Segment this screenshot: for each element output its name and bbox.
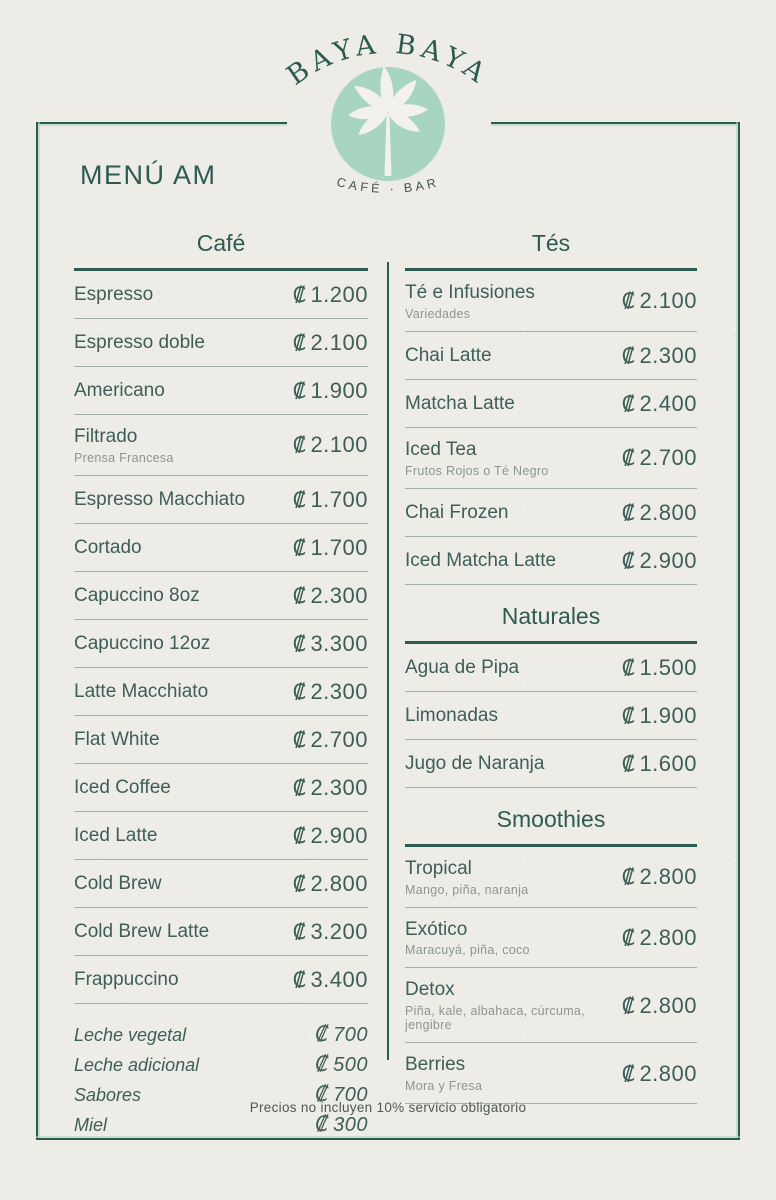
currency-symbol: ₡ [292,331,307,355]
menu-section [405,806,697,1104]
item-info [405,502,509,524]
item-price [293,631,368,657]
item-info [405,858,528,897]
item-name: Berries [405,1054,466,1076]
item-price [622,343,697,369]
item-price [293,871,368,897]
currency-symbol: ₡ [621,865,636,890]
item-price [622,500,697,526]
item-name: Cortado [74,536,142,558]
extra-item-row [74,1020,368,1050]
price-amount: 1.700 [310,486,368,512]
item-info [405,550,556,572]
price-amount: 700 [333,1024,368,1047]
item-name: Cold Brew [74,872,162,894]
price-amount: 2.800 [639,1060,697,1086]
menu-item-row [74,620,368,668]
item-info [405,753,544,775]
item-description: Frutos Rojos o Té Negro [405,463,549,478]
item-name: Frappuccino [74,968,179,990]
section-title: Tés [531,230,571,256]
item-price [293,679,368,705]
currency-symbol: ₡ [292,283,307,307]
currency-symbol: ₡ [621,751,636,776]
item-name: Iced Latte [74,824,158,846]
item-name: Iced Matcha Latte [405,549,557,571]
menu-item-row [74,860,368,908]
brand-subtitle-arc: CAFÉ · BAR [335,175,441,196]
menu-item-row [74,956,368,1004]
menu-item-row [74,415,368,476]
item-info [74,426,174,465]
currency-symbol: ₡ [292,535,307,560]
price-amount: 2.300 [310,678,368,704]
price-amount: 2.400 [639,390,697,416]
menu-item-row [74,476,368,524]
menu-column-left [74,230,368,1140]
price-amount: 2.800 [639,864,697,890]
item-price [293,919,368,945]
price-amount: 300 [333,1114,368,1137]
menu-section [74,230,368,1140]
price-amount: 2.900 [310,822,368,848]
currency-symbol: ₡ [292,823,307,848]
item-price [622,445,697,471]
item-info [405,393,515,415]
menu-item-row [405,428,697,489]
menu-section [405,603,697,788]
item-info [405,919,530,958]
item-info [74,284,153,306]
item-info [405,1054,482,1093]
item-price [622,925,697,951]
extra-item-row [74,1050,368,1080]
section-title: Naturales [501,602,601,629]
column-divider [387,262,389,1060]
price-amount: 2.100 [310,330,368,355]
price-amount: 3.200 [310,918,368,944]
price-amount: 500 [333,1054,368,1077]
item-price [293,727,368,753]
item-info [74,537,142,559]
item-price [293,775,368,801]
menu-item-row [74,716,368,764]
currency-symbol: ₡ [621,703,636,728]
item-name: Iced Coffee [74,776,171,798]
price-amount: 1.700 [310,534,368,560]
page-title: MENÚ AM [80,160,217,190]
item-info [405,345,492,367]
item-info [405,657,519,679]
item-info [74,380,165,402]
item-name: Exótico [405,918,468,940]
item-description: Maracuyá, piña, coco [405,943,530,958]
item-name: Filtrado [74,426,138,447]
item-description: Mango, piña, naranja [405,882,529,897]
item-price [315,1112,368,1137]
price-amount: 1.600 [639,750,697,776]
item-price [622,1061,697,1087]
extras-list [74,1020,368,1140]
item-name: Americano [74,380,165,402]
item-name: Matcha Latte [405,392,515,414]
menu-item-row [74,908,368,956]
item-name: Leche vegetal [74,1024,187,1045]
item-info [74,729,160,751]
price-amount: 2.900 [639,547,697,573]
item-name: Leche adicional [74,1054,200,1075]
item-name: Latte Macchiato [74,680,209,702]
currency-symbol: ₡ [621,391,636,416]
item-price [315,1052,368,1077]
currency-symbol: ₡ [292,679,307,704]
currency-symbol: ₡ [621,446,636,471]
item-name: Chai Latte [405,344,492,366]
item-info [74,1115,107,1136]
menu-item-row [74,367,368,415]
item-name: Capuccino 8oz [74,584,200,606]
currency-symbol: ₡ [292,871,307,896]
item-description: Piña, kale, albahaca, cúrcuma, jengibre [405,1004,585,1033]
menu-item-row [405,332,697,380]
menu-item-row [74,524,368,572]
item-info [405,705,498,727]
item-info [405,979,622,1032]
currency-symbol: ₡ [315,1082,330,1107]
price-amount: 1.900 [639,702,697,728]
price-amount: 3.400 [310,966,368,992]
currency-symbol: ₡ [292,775,307,800]
section-title: Smoothies [496,805,606,832]
currency-symbol: ₡ [621,655,636,680]
item-info [74,332,205,354]
menu-item-row [405,968,697,1043]
item-price [622,703,697,729]
currency-symbol: ₡ [292,379,307,403]
menu-item-row [405,847,697,908]
currency-symbol: ₡ [315,1022,330,1047]
item-info [74,1025,186,1046]
price-amount: 2.300 [639,342,697,368]
item-name: Té e Infusiones [405,282,535,303]
section-title: Café [196,230,246,256]
footer-note: Precios no incluyen 10% servicio obligatorio [249,1100,527,1115]
item-price [293,535,368,561]
menu-item-row [405,644,697,692]
currency-symbol: ₡ [315,1112,330,1137]
menu-item-row [405,380,697,428]
price-amount: 2.100 [639,288,697,314]
item-price [622,655,697,681]
frame-border-right [738,122,740,1140]
item-price [622,864,697,890]
logo-graphic [238,14,538,219]
menu-item-row [74,319,368,367]
item-name: Chai Frozen [405,501,509,523]
menu-item-row [405,271,697,332]
currency-symbol: ₡ [292,727,307,752]
item-info [74,489,245,511]
menu-item-row [74,764,368,812]
item-name: Flat White [74,728,160,750]
menu-column-right [405,230,697,1104]
item-info [74,1055,199,1076]
item-name: Limonadas [405,704,498,726]
item-info [405,439,549,478]
currency-symbol: ₡ [292,487,307,512]
menu-item-row [405,489,697,537]
price-amount: 700 [333,1084,368,1107]
currency-symbol: ₡ [292,433,307,458]
price-amount: 2.700 [639,445,697,471]
item-name: Espresso doble [74,332,205,354]
item-info [405,282,535,321]
item-name: Detox [405,979,455,1001]
menu-item-row [74,271,368,319]
currency-symbol: ₡ [315,1052,330,1077]
menu-section [405,230,697,585]
item-price [293,282,368,308]
item-name: Espresso [74,284,154,306]
item-name: Iced Tea [405,438,477,460]
item-price [293,583,368,609]
currency-symbol: ₡ [292,583,307,608]
item-info [74,873,162,895]
frame-border-left [36,122,38,1140]
item-price [622,288,697,314]
currency-symbol: ₡ [621,289,636,314]
item-name: Tropical [405,857,472,879]
item-info [74,681,208,703]
currency-symbol: ₡ [621,343,636,368]
item-price [293,487,368,513]
price-amount: 1.900 [310,378,368,403]
item-price [293,967,368,993]
item-price [622,993,697,1019]
currency-symbol: ₡ [292,967,307,992]
price-amount: 2.800 [639,992,697,1018]
currency-symbol: ₡ [621,500,636,525]
item-name: Jugo de Naranja [405,752,545,774]
item-info [74,633,210,655]
item-price [315,1022,368,1047]
price-amount: 2.800 [310,870,368,896]
price-amount: 2.800 [639,499,697,525]
item-name: Agua de Pipa [405,656,520,678]
menu-item-row [74,668,368,716]
item-info [74,825,157,847]
brand-name-arc: BAYA BAYA [281,28,495,92]
price-amount: 2.300 [310,774,368,800]
item-price [622,751,697,777]
item-price [293,823,368,849]
item-name: Espresso Macchiato [74,488,246,510]
menu-item-row [405,537,697,585]
menu-item-row [405,908,697,969]
menu-item-row [405,692,697,740]
item-name: Cold Brew Latte [74,920,210,942]
currency-symbol: ₡ [621,993,636,1018]
brand-logo [238,14,538,219]
item-info [74,777,171,799]
price-amount: 2.100 [310,432,368,458]
price-amount: 2.700 [310,726,368,752]
menu-item-row [74,572,368,620]
item-info [74,585,200,607]
currency-symbol: ₡ [621,548,636,573]
item-price [622,391,697,417]
item-price [293,432,368,458]
currency-symbol: ₡ [292,919,307,944]
item-name: Capuccino 12oz [74,632,211,654]
price-amount: 1.500 [639,654,697,680]
price-amount: 3.300 [310,630,368,656]
item-description: Prensa Francesa [74,450,174,465]
currency-symbol: ₡ [621,1061,636,1086]
currency-symbol: ₡ [621,925,636,950]
menu-item-row [74,812,368,860]
item-price [293,330,368,356]
item-description: Variedades [405,306,471,321]
menu-item-row [405,1043,697,1104]
item-info [74,969,179,991]
item-name: Miel [74,1114,108,1135]
item-description: Mora y Fresa [405,1079,483,1094]
item-info [74,921,209,943]
price-amount: 2.300 [310,582,368,608]
currency-symbol: ₡ [292,631,307,656]
item-price [622,548,697,574]
item-price [293,378,368,404]
item-name: Sabores [74,1084,142,1105]
price-amount: 2.800 [639,924,697,950]
price-amount: 1.200 [310,282,368,307]
menu-item-row [405,740,697,788]
